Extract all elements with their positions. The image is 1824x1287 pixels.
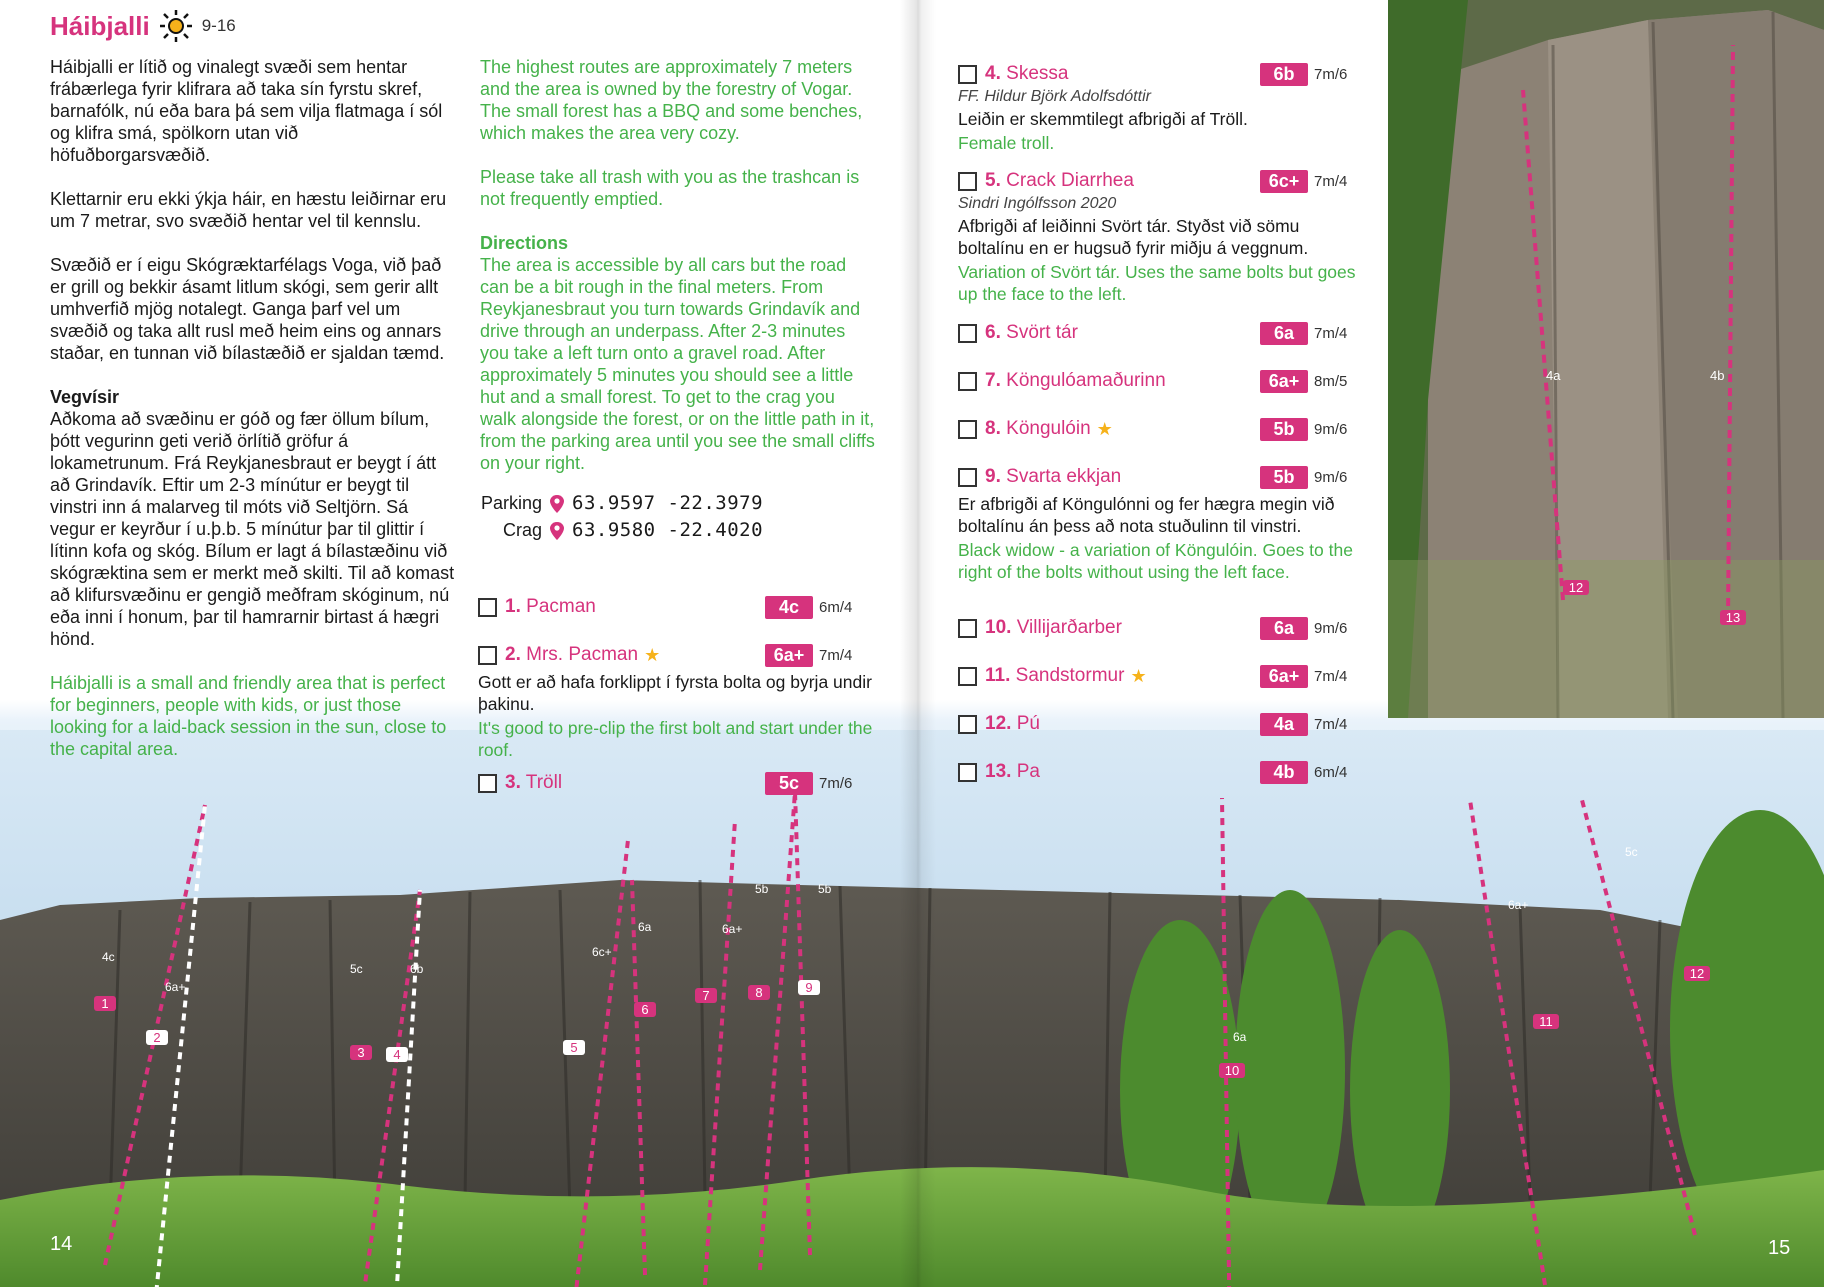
parking-label: Parking: [480, 493, 542, 513]
first-ascent: Sindri Ingólfsson 2020: [958, 195, 1117, 212]
route-checkbox[interactable]: [478, 598, 497, 617]
route-name: 3. Tröll: [505, 772, 563, 793]
vegvisir-heading: Vegvísir: [50, 387, 120, 407]
route-description-english: Variation of Svört tár. Uses the same bolts but goes up the face to the left.: [958, 262, 1356, 304]
sun-hours: 9-16: [201, 16, 236, 35]
route-meta: 7m/4: [1314, 715, 1348, 733]
route-description: Afbrigði af leiðinni Svört tár. Styðst við sömu boltalínu en er hugsuð fyrir miðju á veggnum.: [958, 216, 1309, 258]
route-8: [958, 415, 1368, 443]
route-name: 11. Sandstormur: [985, 665, 1125, 686]
left-column: [50, 56, 455, 782]
grade-badge: 6a+: [1260, 665, 1308, 688]
route-marker: 6: [634, 1002, 656, 1017]
crag-grade-label: 5b: [755, 882, 769, 896]
route-9: [958, 463, 1368, 583]
trash-english-paragraph: Please take all trash with you as the trashcan is not frequently emptied.: [480, 167, 860, 209]
directions-paragraph: The area is accessible by all cars but the road can be a bit rough in the final meters. From Reykjanesbraut you turn towards Grindavík and drive through an underpass. After 2-3 minutes you take a left turn onto a gravel road. After approximately 5 minutes you should see a little hut and a small forest. To get to the crag you walk alongside the forest, or on the little path in it, from the parking area until you see the small cliffs on your right.: [480, 255, 875, 473]
route-marker: 13: [1720, 610, 1746, 625]
route-checkbox[interactable]: [958, 619, 977, 638]
route-marker: 10: [1219, 1063, 1245, 1078]
map-pin-icon: [550, 522, 564, 540]
route-description: Gott er að hafa forklippt í fyrsta bolta og byrja undir þakinu.: [478, 672, 872, 714]
route-checkbox[interactable]: [958, 65, 977, 84]
route-name: 13. Pa: [985, 761, 1040, 782]
crag-grade-label: 6b: [410, 962, 424, 976]
route-marker: 7: [695, 988, 717, 1003]
route-meta: 6m/4: [1314, 763, 1348, 781]
route-checkbox[interactable]: [958, 372, 977, 391]
route-checkbox[interactable]: [958, 172, 977, 191]
route-meta: 7m/4: [1314, 667, 1348, 685]
page-number-left: 14: [50, 1233, 73, 1255]
crag-grade-label: 6c+: [592, 945, 612, 959]
route-5: [958, 167, 1368, 305]
crag-grade-label: 5b: [818, 882, 832, 896]
grade-badge: 6a: [1260, 322, 1308, 345]
crag-grade-label: 6a+: [722, 922, 743, 936]
tower-grade-label: 4b: [1710, 368, 1725, 383]
grade-badge: 4b: [1260, 761, 1308, 784]
route-meta: 7m/4: [819, 646, 853, 664]
route-marker: 5: [563, 1040, 585, 1055]
route-name: 10. Villijarðarber: [985, 617, 1122, 638]
route-2: [478, 641, 873, 761]
route-description: Er afbrigði af Köngulónni og fer hægra megin við boltalínu án þess að nota stuðulinn til vinstri.: [958, 494, 1335, 536]
intro-paragraph: Háibjalli er lítið og vinalegt svæði sem hentar frábærlega fyrir klifrara að taka sín fyrstu skref, barnafólk, nú eða bara þá sem vilja flatmaga í sól og klifra smá, spölkorn utan við höfuðborgarsvæðið.: [50, 57, 443, 165]
route-name: 12. Pú: [985, 713, 1040, 734]
route-meta: 7m/4: [1314, 172, 1348, 190]
crag-grade-label: 5c: [350, 962, 363, 976]
route-meta: 7m/6: [1314, 65, 1348, 83]
title-row: [50, 8, 236, 44]
route-name: 9. Svarta ekkjan: [985, 466, 1122, 487]
route-7: [958, 367, 1368, 395]
crag-grade-label: 5c: [1625, 845, 1638, 859]
route-meta: 7m/4: [1314, 324, 1348, 342]
route-checkbox[interactable]: [958, 763, 977, 782]
route-name: 8. Köngulóin: [985, 418, 1091, 439]
star-icon: ★: [1096, 418, 1113, 439]
crag-grade-label: 6a: [638, 920, 652, 934]
middle-column: [480, 56, 875, 496]
height-paragraph: Klettarnir eru ekki ýkja háir, en hæstu leiðirnar eru um 7 metrar, svo svæðið hentar vel til kennslu.: [50, 189, 447, 231]
height-english-paragraph: The highest routes are approximately 7 meters and the area is owned by the forestry of Vogar. The small forest has a BBQ and some benches, which makes the area very cozy.: [480, 57, 863, 143]
route-marker: 8: [748, 985, 770, 1000]
first-ascent: FF. Hildur Björk Adolfsdóttir: [958, 88, 1151, 105]
grade-badge: 6b: [1260, 63, 1308, 86]
tower-illustration: [1388, 0, 1824, 718]
route-13: [958, 758, 1368, 786]
crag-grade-label: 6a+: [1508, 898, 1529, 912]
route-meta: 9m/6: [1314, 619, 1348, 637]
route-meta: 8m/5: [1314, 372, 1348, 390]
route-marker: 12: [1563, 580, 1589, 595]
route-marker: 1: [94, 996, 116, 1011]
crag-grade-label: 6a: [1233, 1030, 1247, 1044]
map-pin-icon: [550, 495, 564, 513]
crag-value: 63.9580 -22.4020: [572, 519, 764, 541]
route-1: [478, 593, 873, 621]
route-10: [958, 614, 1368, 642]
crag-coordinate: [478, 517, 763, 544]
route-4: [958, 60, 1368, 154]
grade-badge: 6a+: [1260, 370, 1308, 393]
grade-badge: 6a+: [765, 644, 813, 667]
route-marker: 11: [1533, 1014, 1559, 1029]
route-marker: 12: [1684, 966, 1710, 981]
intro-english-paragraph: Háibjalli is a small and friendly area that is perfect for beginners, people with kids, or just those looking for a laid-back session in the sun, close to the capital area.: [50, 673, 447, 759]
route-marker: 4: [386, 1047, 408, 1062]
route-meta: 9m/6: [1314, 420, 1348, 438]
ownership-paragraph: Svæðið er í eigu Skógræktarfélags Voga, við það er grill og bekkir ásamt litlum skógi, sem gerir allt umhverfið mjög notalegt. Ganga þarf vel um svæðið og taka allt rusl með heim eins og annars staðar, en tunnan við bílastæðið er sjaldan tæmd.: [50, 255, 445, 363]
parking-coordinate: [478, 490, 763, 517]
grade-badge: 4a: [1260, 713, 1308, 736]
route-marker: 2: [146, 1030, 168, 1045]
grade-badge: 5b: [1260, 418, 1308, 441]
route-meta: 9m/6: [1314, 468, 1348, 486]
route-name: 5. Crack Diarrhea: [985, 170, 1134, 191]
star-icon: ★: [644, 644, 661, 665]
crag-grade-label: 6a+: [165, 980, 186, 994]
sun-icon: [158, 8, 194, 44]
route-meta: 6m/4: [819, 598, 853, 616]
route-checkbox[interactable]: [958, 468, 977, 487]
grade-badge: 6c+: [1260, 170, 1308, 193]
page-number-right: 15: [1768, 1237, 1791, 1259]
route-meta: 7m/6: [819, 774, 853, 792]
grade-badge: 5c: [765, 772, 813, 795]
tower-grade-label: 4a: [1546, 368, 1561, 383]
route-checkbox[interactable]: [478, 774, 497, 793]
grade-badge: 5b: [1260, 466, 1308, 489]
route-marker: 3: [350, 1045, 372, 1060]
directions-heading: Directions: [480, 233, 569, 253]
tower-topo-photo: [1388, 0, 1824, 718]
route-description-english: Black widow - a variation of Köngulóin. Goes to the right of the bolts without using the left face.: [958, 540, 1353, 582]
parking-value: 63.9597 -22.3979: [572, 492, 764, 514]
route-name: 6. Svört tár: [985, 322, 1078, 343]
route-description-english: It's good to pre-clip the first bolt and start under the roof.: [478, 718, 873, 760]
grade-badge: 4c: [765, 596, 813, 619]
route-marker: 9: [798, 980, 820, 995]
vegvisir-paragraph: Aðkoma að svæðinu er góð og fær öllum bílum, þótt vegurinn geti verið örlítið gröfur á lokametrunum. Frá Reykjanesbraut er beygt í átt að Grindavík. Eftir um 2-3 mínútur er beygt til vinstri inn á malarveg til móts við Seltjörn. Sá vegur er keyrður í u.þ.b. 5 mínútur þar til glittir í lítinn kofa og skóg. Bílum er lagt á bílastæðinu við skógræktina sem er merkt með skilti. Til að komast að klifursvæðinu er gengið meðfram skóginum, nú eða inni í honum, þar til hamrarnir birtast á hægri hönd.: [50, 409, 455, 649]
crag-label: Crag: [502, 520, 542, 540]
route-name: 7. Köngulóamaðurinn: [985, 370, 1166, 391]
route-name: 2. Mrs. Pacman: [505, 644, 639, 665]
page-title: Háibjalli: [50, 10, 150, 41]
route-name: 1. Pacman: [505, 596, 596, 617]
route-checkbox[interactable]: [958, 420, 977, 439]
gps-coordinates: [478, 490, 763, 544]
route-11: [958, 662, 1368, 690]
crag-grade-label: 4c: [102, 950, 115, 964]
route-name: 4. Skessa: [985, 63, 1069, 84]
route-3: [478, 769, 873, 797]
route-description-english: Female troll.: [958, 133, 1055, 153]
route-6: [958, 319, 1368, 347]
route-description: Leiðin er skemmtilegt afbrigði af Tröll.: [958, 109, 1248, 129]
route-checkbox[interactable]: [958, 715, 977, 734]
page-spine: [900, 0, 936, 1287]
route-12: [958, 710, 1368, 738]
route-checkbox[interactable]: [478, 646, 497, 665]
route-checkbox[interactable]: [958, 324, 977, 343]
route-checkbox[interactable]: [958, 667, 977, 686]
grade-badge: 6a: [1260, 617, 1308, 640]
star-icon: ★: [1130, 665, 1147, 686]
